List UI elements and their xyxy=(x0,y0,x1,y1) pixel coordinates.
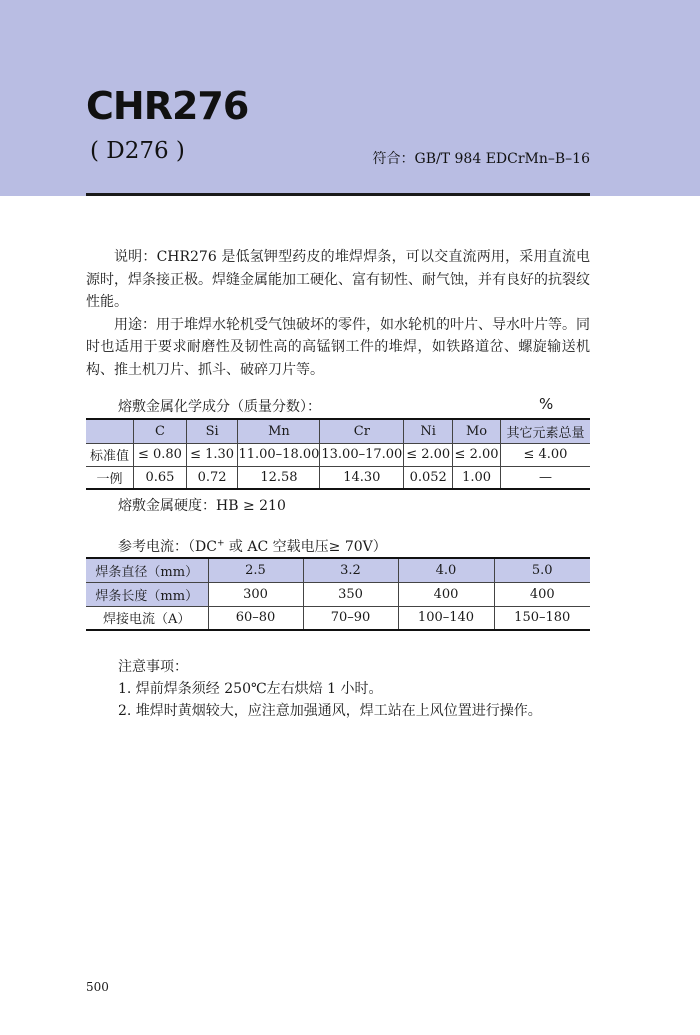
usage-label: 用途： xyxy=(114,316,156,333)
table-row xyxy=(86,582,590,606)
current-caption-sup: + xyxy=(216,538,225,549)
current-caption-detail-a: （DC xyxy=(188,539,217,555)
current-caption-label: 参考电流： xyxy=(118,539,188,555)
table-cell: ≤ 4.00 xyxy=(500,443,590,466)
table-cell: 150–180 xyxy=(494,606,590,630)
table-cell: ≤ 1.30 xyxy=(186,443,238,466)
current-caption-detail-b: 或 AC 空载电压≥ 70V） xyxy=(224,539,387,555)
chemistry-caption: 熔敷金属化学成分（质量分数）： xyxy=(118,399,321,415)
table-cell: 13.00–17.00 xyxy=(320,443,404,466)
notes-title: 注意事项： xyxy=(118,659,188,675)
table-cell: 2.5 xyxy=(208,558,303,582)
table-cell: 1.00 xyxy=(453,466,501,489)
standard-line xyxy=(373,148,590,168)
table-cell: ≤ 0.80 xyxy=(134,443,187,466)
table-row xyxy=(86,606,590,630)
page-number: 500 xyxy=(86,980,109,994)
chemistry-header-row xyxy=(86,419,590,443)
standard-label: 符合： xyxy=(372,151,415,167)
chemistry-header-cell: Cr xyxy=(320,419,404,443)
product-title: CHR276 xyxy=(86,84,249,128)
description-label: 说明： xyxy=(114,249,157,265)
table-cell: 0.65 xyxy=(134,466,187,489)
table-row xyxy=(86,558,590,582)
chemistry-header-cell: 其它元素总量 xyxy=(500,419,590,443)
chemistry-header-cell: Si xyxy=(186,419,238,443)
table-cell: 12.58 xyxy=(238,466,320,489)
chemistry-header-cell: Mo xyxy=(453,419,501,443)
table-cell: 400 xyxy=(398,582,494,606)
description-paragraph xyxy=(86,246,590,314)
table-cell: — xyxy=(500,466,590,489)
row-label-cell: 焊条直径（mm） xyxy=(86,558,208,582)
table-cell: ≤ 2.00 xyxy=(404,443,453,466)
chemistry-header-cell: Mn xyxy=(238,419,320,443)
chemistry-table xyxy=(86,418,590,490)
table-cell: 5.0 xyxy=(494,558,590,582)
chemistry-unit: % xyxy=(539,395,554,413)
product-subtitle: ( D276 ) xyxy=(90,138,185,164)
note-item: 1. 焊前焊条须经 250℃左右烘焙 1 小时。 xyxy=(118,681,383,697)
row-label-cell: 焊接电流（A） xyxy=(86,606,208,630)
table-cell: 11.00–18.00 xyxy=(238,443,320,466)
note-item: 2. 堆焊时黄烟较大，应注意加强通风，焊工站在上风位置进行操作。 xyxy=(118,703,542,719)
table-cell: 一例 xyxy=(86,466,134,489)
table-cell: 300 xyxy=(208,582,303,606)
hardness-text: 熔敷金属硬度：HB ≥ 210 xyxy=(118,498,286,514)
current-caption xyxy=(118,536,387,556)
usage-paragraph xyxy=(86,314,590,382)
standard-value: GB/T 984 EDCrMn–B–16 xyxy=(414,151,590,167)
table-cell: 0.052 xyxy=(404,466,453,489)
table-cell: 3.2 xyxy=(303,558,398,582)
chemistry-header-cell xyxy=(86,419,134,443)
table-cell: 0.72 xyxy=(186,466,238,489)
usage-text: 用于堆焊水轮机受气蚀破坏的零件，如水轮机的叶片、导水叶片等。同时也适用于要求耐磨性及韧性高的高锰钢工件的堆焊，如铁路道岔、螺旋输送机构、推土机刀片、抓斗、破碎刀片等。 xyxy=(86,316,590,378)
row-label-cell: 焊条长度（mm） xyxy=(86,582,208,606)
table-cell: ≤ 2.00 xyxy=(453,443,501,466)
table-cell: 100–140 xyxy=(398,606,494,630)
table-cell: 70–90 xyxy=(303,606,398,630)
table-cell: 350 xyxy=(303,582,398,606)
description-section xyxy=(86,246,590,381)
description-text: CHR276 是低氢钾型药皮的堆焊焊条，可以交直流两用，采用直流电源时，焊条接正极。焊缝金属能加工硬化、富有韧性、耐气蚀，并有良好的抗裂纹性能。 xyxy=(86,249,590,310)
table-cell: 14.30 xyxy=(320,466,404,489)
chemistry-header-cell: Ni xyxy=(404,419,453,443)
header-divider xyxy=(86,193,590,196)
table-cell: 标准值 xyxy=(86,443,134,466)
table-cell: 60–80 xyxy=(208,606,303,630)
table-cell: 400 xyxy=(494,582,590,606)
table-row xyxy=(86,466,590,489)
table-row xyxy=(86,443,590,466)
table-cell: 4.0 xyxy=(398,558,494,582)
chemistry-header-cell: C xyxy=(134,419,187,443)
current-table xyxy=(86,557,590,631)
